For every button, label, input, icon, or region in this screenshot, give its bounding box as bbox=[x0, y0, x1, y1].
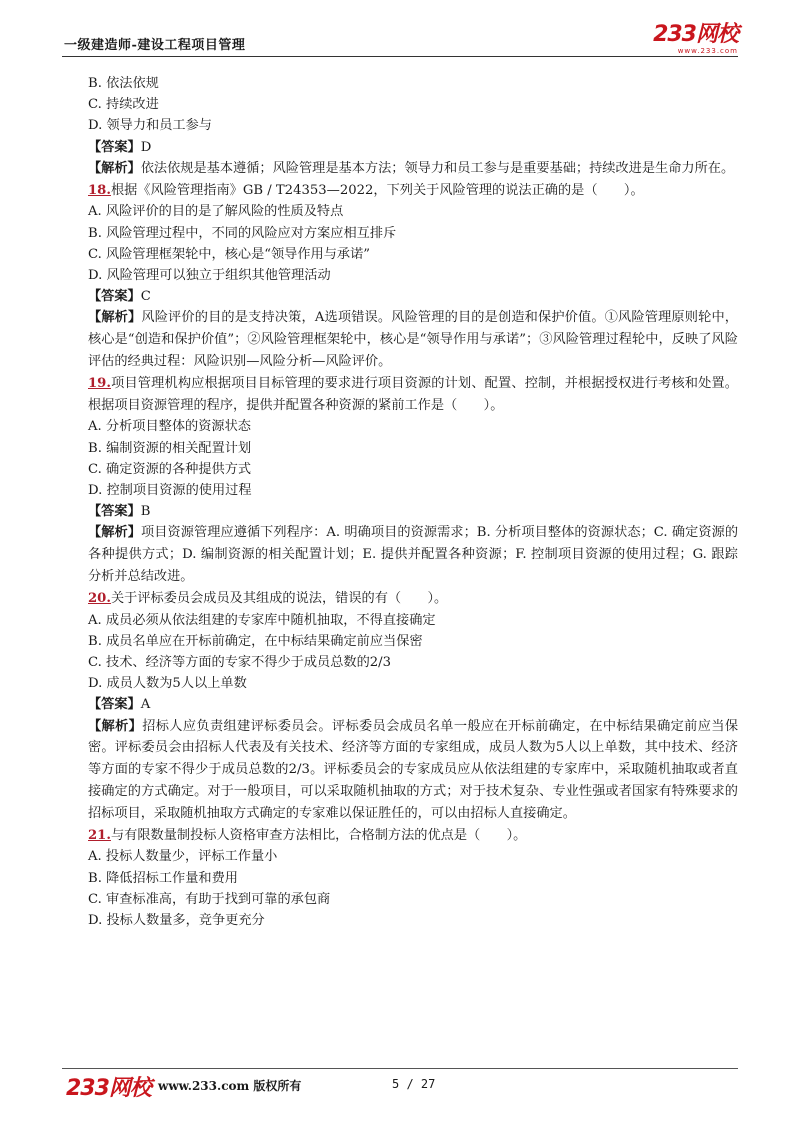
answer-line bbox=[88, 286, 738, 307]
option: A. 成员必须从依法组建的专家库中随机抽取，不得直接确定 bbox=[88, 612, 436, 628]
footer-copyright: www.233.com 版权所有 bbox=[158, 1079, 302, 1093]
option: D. 领导力和员工参与 bbox=[88, 118, 212, 134]
option: A. 分析项目整体的资源状态 bbox=[88, 419, 251, 435]
option: C. 审查标准高，有助于找到可靠的承包商 bbox=[88, 891, 331, 907]
header-divider bbox=[62, 56, 738, 57]
option: C. 风险管理框架轮中，核心是“领导作用与承诺” bbox=[88, 246, 371, 262]
question-number[interactable]: 20. bbox=[88, 590, 111, 606]
option: B. 降低招标工作量和费用 bbox=[88, 870, 238, 886]
analysis-paragraph bbox=[88, 158, 738, 180]
answer-value: A bbox=[140, 697, 151, 713]
answer-label: 【答案】 bbox=[88, 289, 141, 305]
option: D. 成员人数为5人以上单数 bbox=[88, 676, 247, 692]
analysis-text: 招标人应负责组建评标委员会。评标委员会成员名单一般应在开标前确定，在中标结果确定前应当保密。评标委员会由招标人代表及有关技术、经济等方面的专家组成，成员人数为5人以上单数，其中技术、经济等方面的专家不得少于成员总数的2/3。评标委员会的专家成员应从依法组建的专家库中，采取随机抽取或者直接确定的方式确定。对于一般项目，可以采取随机抽取的方式；对于技术复杂、专业性强或者国家有特殊要求的招标项目，采取随机抽取方式确定的专家难以保证胜任的，可以由招标人直接确定。 bbox=[88, 718, 739, 821]
question-20 bbox=[88, 588, 738, 610]
footer-divider bbox=[62, 1068, 738, 1069]
option: C. 技术、经济等方面的专家不得少于成员总数的2/3 bbox=[88, 655, 391, 671]
question-18 bbox=[88, 180, 738, 202]
answer-value: B bbox=[140, 504, 151, 520]
answer-line bbox=[88, 137, 738, 158]
option: D. 控制项目资源的使用过程 bbox=[88, 483, 252, 499]
option: A. 风险评价的目的是了解风险的性质及特点 bbox=[88, 204, 344, 220]
question-number[interactable]: 18. bbox=[88, 182, 111, 198]
page-header bbox=[62, 22, 738, 54]
footer-logo: 233网校 bbox=[66, 1076, 151, 1101]
analysis-paragraph bbox=[88, 522, 738, 587]
header-title: 一级建造师-建设工程项目管理 bbox=[64, 38, 246, 53]
answer-value: D bbox=[140, 139, 152, 155]
logo-text: 233网校 bbox=[653, 22, 738, 47]
answer-label: 【答案】 bbox=[88, 697, 141, 713]
question-stem: 项目管理机构应根据项目目标管理的要求进行项目资源的计划、配置、控制，并根据授权进行考核和处置。根据项目资源管理的程序，提供并配置各种资源的紧前工作是（ ）。 bbox=[88, 375, 738, 413]
analysis-label: 【解析】 bbox=[88, 160, 141, 176]
answer-value: C bbox=[140, 289, 151, 305]
option: B. 风险管理过程中，不同的风险应对方案应相互排斥 bbox=[88, 225, 397, 241]
analysis-paragraph bbox=[88, 307, 738, 372]
option: B. 成员名单应在开标前确定，在中标结果确定前应当保密 bbox=[88, 633, 423, 649]
question-19 bbox=[88, 373, 738, 417]
logo-url: www.233.com bbox=[677, 47, 738, 55]
question-21 bbox=[88, 825, 738, 847]
page-number: 5 / 27 bbox=[392, 1077, 436, 1091]
brand-logo bbox=[653, 24, 738, 55]
analysis-text: 风险评价的目的是支持决策，A选项错误。风险管理的目的是创造和保护价值。①风险管理原则轮中，核心是“创造和保护价值”；②风险管理框架轮中，核心是“领导作用与承诺”；③风险管理过程轮中，反映了风险评估的经典过程：风险识别—风险分析—风险评价。 bbox=[88, 310, 738, 370]
option: B. 依法依规 bbox=[88, 76, 159, 91]
answer-label: 【答案】 bbox=[88, 504, 141, 520]
analysis-label: 【解析】 bbox=[88, 310, 142, 326]
option: B. 编制资源的相关配置计划 bbox=[88, 440, 252, 456]
option: D. 风险管理可以独立于组织其他管理活动 bbox=[88, 268, 331, 284]
analysis-paragraph bbox=[88, 716, 738, 825]
answer-line bbox=[88, 694, 738, 715]
analysis-label: 【解析】 bbox=[88, 525, 141, 541]
question-number[interactable]: 21. bbox=[88, 827, 111, 843]
analysis-text: 依法依规是基本遵循；风险管理是基本方法；领导力和员工参与是重要基础；持续改进是生命力所在。 bbox=[140, 160, 735, 176]
option: C. 确定资源的各种提供方式 bbox=[88, 461, 252, 477]
question-stem: 与有限数量制投标人资格审查方法相比，合格制方法的优点是（ ）。 bbox=[110, 827, 527, 843]
answer-line bbox=[88, 501, 738, 522]
question-stem: 关于评标委员会成员及其组成的说法，错误的有（ ）。 bbox=[110, 590, 448, 606]
question-number[interactable]: 19. bbox=[88, 375, 111, 391]
option: A. 投标人数量少，评标工作量小 bbox=[88, 849, 278, 865]
analysis-text: 项目资源管理应遵循下列程序：A. 明确项目的资源需求；B. 分析项目整体的资源状态；C. 确定资源的各种提供方式；D. 编制资源的相关配置计划；E. 提供并配置各种资源；F. 控制项目资源的使用过程；G. 跟踪分析并总结改进。 bbox=[88, 525, 739, 585]
page-footer bbox=[62, 1070, 738, 1101]
document-body bbox=[88, 73, 738, 931]
option: C. 持续改进 bbox=[88, 97, 159, 113]
option: D. 投标人数量多，竞争更充分 bbox=[88, 913, 265, 929]
question-stem: 根据《风险管理指南》GB / T24353—2022，下列关于风险管理的说法正确的是（ ）。 bbox=[110, 182, 644, 198]
analysis-label: 【解析】 bbox=[88, 718, 143, 734]
answer-label: 【答案】 bbox=[88, 139, 141, 155]
